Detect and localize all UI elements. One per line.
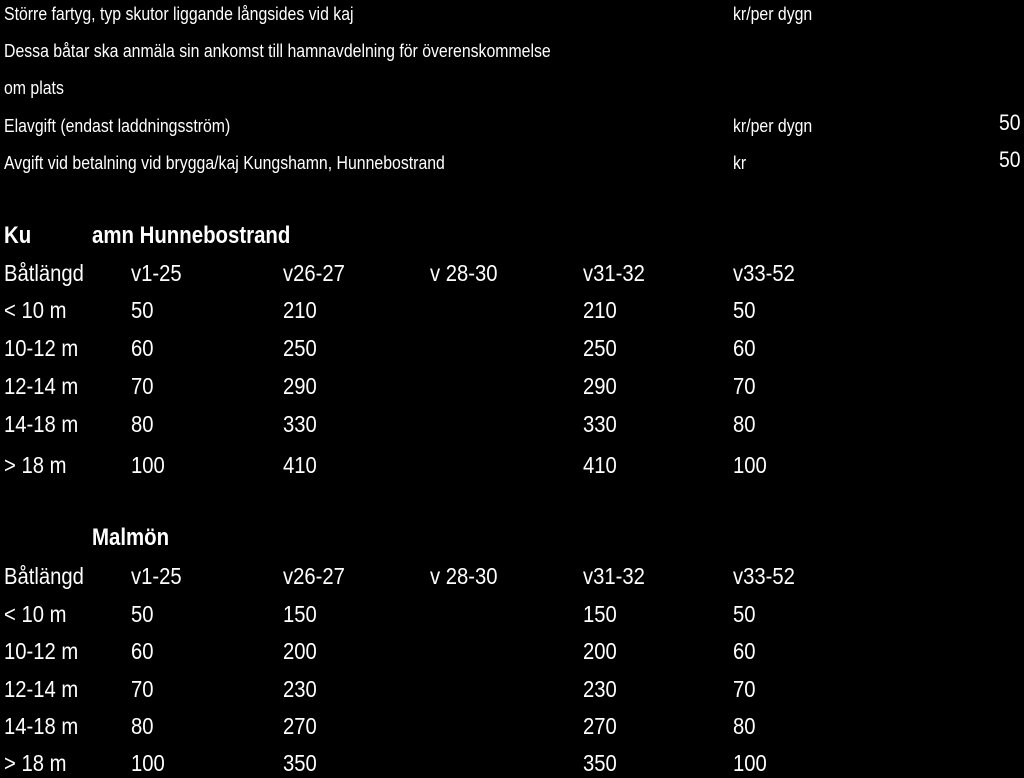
fee-value: 50	[999, 110, 1021, 135]
table-cell: 150	[283, 601, 317, 627]
table-cell: 200	[283, 638, 317, 664]
table-heading: Malmön	[92, 524, 170, 551]
fee-unit: kr/per dygn	[733, 4, 813, 24]
column-header: Båtlängd	[4, 563, 84, 589]
table-cell: 10-12 m	[4, 335, 79, 361]
table-cell: 270	[283, 713, 317, 739]
column-header: v 28-30	[430, 260, 498, 286]
table-cell: 210	[283, 297, 317, 323]
table-cell: 80	[131, 713, 154, 739]
table-cell: 100	[131, 750, 165, 776]
table-cell: < 10 m	[4, 297, 67, 323]
table-cell: 100	[131, 452, 165, 478]
table-cell: 210	[583, 297, 617, 323]
table-cell: 80	[733, 411, 756, 437]
column-header: v1-25	[131, 563, 182, 589]
table-cell: 10-12 m	[4, 638, 79, 664]
table-cell: 250	[283, 335, 317, 361]
table-cell: 14-18 m	[4, 713, 79, 739]
fee-text: Elavgift (endast laddningsström)	[4, 116, 231, 136]
table-cell: 14-18 m	[4, 411, 79, 437]
table-cell: 80	[131, 411, 154, 437]
table-cell: 70	[733, 676, 756, 702]
fee-text: Avgift vid betalning vid brygga/kaj Kungshamn, Hunnebostrand	[4, 153, 445, 173]
table-cell: 50	[131, 601, 154, 627]
fee-value: 50	[999, 147, 1021, 172]
column-header: v1-25	[131, 260, 182, 286]
fee-text: Dessa båtar ska anmäla sin ankomst till hamnavdelning för överenskommelse	[4, 41, 551, 61]
table-cell: 60	[733, 335, 756, 361]
fee-text: om plats	[4, 78, 64, 98]
table-cell: 80	[733, 713, 756, 739]
table-cell: 230	[283, 676, 317, 702]
table-cell: 70	[131, 373, 154, 399]
table-cell: 60	[131, 638, 154, 664]
table-cell: > 18 m	[4, 750, 67, 776]
table-cell: 290	[283, 373, 317, 399]
fee-text: Större fartyg, typ skutor liggande långsides vid kaj	[4, 4, 354, 24]
table-cell: < 10 m	[4, 601, 67, 627]
column-header: v33-52	[733, 563, 795, 589]
table-heading-part: Ku	[4, 222, 32, 249]
column-header: v31-32	[583, 260, 645, 286]
table-cell: 270	[583, 713, 617, 739]
table-cell: 60	[131, 335, 154, 361]
table-cell: 50	[733, 601, 756, 627]
table-heading: amn Hunnebostrand	[92, 222, 291, 249]
table-cell: 250	[583, 335, 617, 361]
fee-unit: kr	[733, 153, 747, 173]
table-cell: 150	[583, 601, 617, 627]
table-cell: 230	[583, 676, 617, 702]
fee-unit: kr/per dygn	[733, 116, 813, 136]
table-cell: 350	[283, 750, 317, 776]
table-cell: 12-14 m	[4, 676, 79, 702]
table-cell: 50	[131, 297, 154, 323]
column-header: v 28-30	[430, 563, 498, 589]
column-header: v31-32	[583, 563, 645, 589]
table-cell: 410	[283, 452, 317, 478]
table-cell: 12-14 m	[4, 373, 79, 399]
table-cell: 330	[583, 411, 617, 437]
column-header: v26-27	[283, 260, 345, 286]
table-cell: 200	[583, 638, 617, 664]
table-cell: 290	[583, 373, 617, 399]
table-cell: 100	[733, 750, 767, 776]
table-cell: 410	[583, 452, 617, 478]
column-header: v33-52	[733, 260, 795, 286]
table-cell: 60	[733, 638, 756, 664]
table-cell: 100	[733, 452, 767, 478]
table-cell: 70	[131, 676, 154, 702]
table-cell: 350	[583, 750, 617, 776]
column-header: v26-27	[283, 563, 345, 589]
table-cell: 50	[733, 297, 756, 323]
table-cell: 330	[283, 411, 317, 437]
table-cell: > 18 m	[4, 452, 67, 478]
table-cell: 70	[733, 373, 756, 399]
column-header: Båtlängd	[4, 260, 84, 286]
